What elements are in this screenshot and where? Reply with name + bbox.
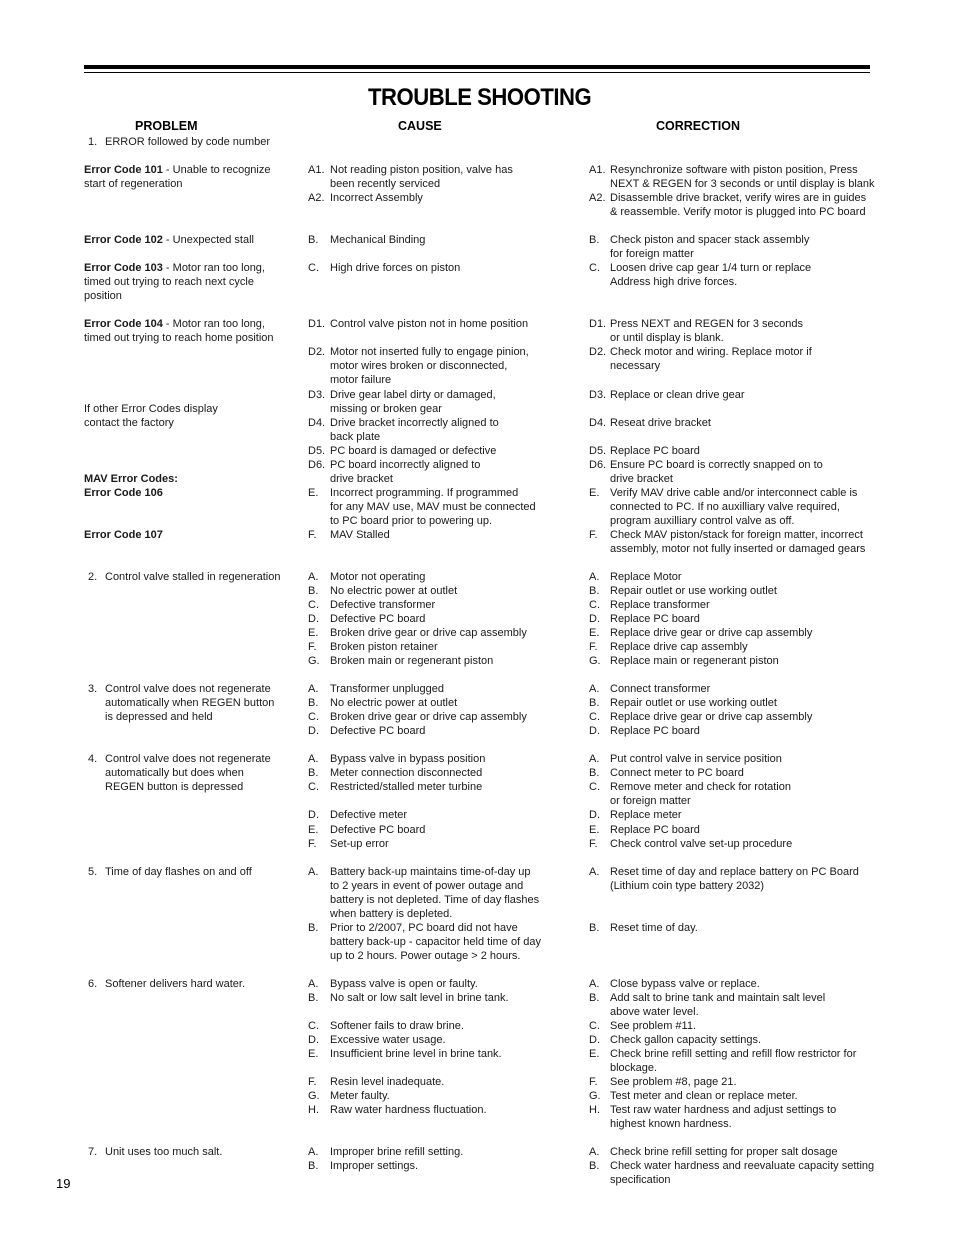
correction-item-label: F. bbox=[589, 529, 598, 541]
error-code-line bbox=[84, 528, 163, 542]
correction-item-label: D2. bbox=[589, 346, 607, 358]
correction-item-text: Check motor and wiring. Replace motor if bbox=[610, 346, 812, 358]
error-code-description: timed out trying to reach home position bbox=[84, 332, 274, 344]
cause-item-label: B. bbox=[308, 1160, 319, 1172]
correction-item-text: highest known hardness. bbox=[610, 1118, 732, 1130]
page-title: TROUBLE SHOOTING bbox=[368, 84, 592, 111]
correction-item-text: Address high drive forces. bbox=[610, 276, 738, 288]
problem-text bbox=[84, 177, 182, 191]
cause-item-text: when battery is depleted. bbox=[330, 908, 453, 920]
correction-item-label: A. bbox=[589, 571, 600, 583]
correction-item-label: A. bbox=[589, 978, 600, 990]
correction-item-text: Test meter and clean or replace meter. bbox=[610, 1090, 798, 1102]
correction-item-label: C. bbox=[589, 599, 600, 611]
error-code-line bbox=[84, 163, 271, 177]
correction-item-label: A. bbox=[589, 683, 600, 695]
correction-item-text: & reassemble. Verify motor is plugged into PC board bbox=[610, 206, 866, 218]
cause-item-label: D5. bbox=[308, 445, 326, 457]
cause-item-label: A. bbox=[308, 571, 319, 583]
error-code-description: If other Error Codes display bbox=[84, 403, 218, 415]
cause-item-label: G. bbox=[308, 1090, 320, 1102]
correction-item-text: above water level. bbox=[610, 1006, 699, 1018]
cause-item-label: D. bbox=[308, 725, 319, 737]
correction-item-text: Replace PC board bbox=[610, 824, 700, 836]
problem-text bbox=[84, 331, 274, 345]
correction-item-text: Check piston and spacer stack assembly bbox=[610, 234, 810, 246]
problem-number: 7. bbox=[88, 1146, 98, 1158]
correction-item-text: Check control valve set-up procedure bbox=[610, 838, 793, 850]
cause-item-text: Defective PC board bbox=[330, 824, 426, 836]
cause-item-text: No salt or low salt level in brine tank. bbox=[330, 992, 509, 1004]
problem-number: 1. bbox=[88, 136, 98, 148]
cause-item-label: E. bbox=[308, 487, 319, 499]
correction-item-text: Ensure PC board is correctly snapped on to bbox=[610, 459, 823, 471]
cause-item-label: A. bbox=[308, 1146, 319, 1158]
correction-item-label: D1. bbox=[589, 318, 607, 330]
correction-item-label: D. bbox=[589, 613, 600, 625]
cause-item-text: to 2 years in event of power outage and bbox=[330, 880, 524, 892]
correction-item-text: Replace drive gear or drive cap assembly bbox=[610, 711, 813, 723]
cause-item-text: battery is not depleted. Time of day flashes bbox=[330, 894, 540, 906]
cause-item-text: back plate bbox=[330, 431, 381, 443]
correction-item-label: B. bbox=[589, 922, 600, 934]
cause-item-label: C. bbox=[308, 262, 319, 274]
cause-item-label: B. bbox=[308, 767, 319, 779]
correction-item-label: E. bbox=[589, 1048, 600, 1060]
correction-item-text: necessary bbox=[610, 360, 661, 372]
cause-item-text: High drive forces on piston bbox=[330, 262, 461, 274]
problem-text: ERROR followed by code number bbox=[105, 136, 271, 148]
cause-item-label: D6. bbox=[308, 459, 326, 471]
correction-item-text: NEXT & REGEN for 3 seconds or until display is blank bbox=[610, 178, 875, 190]
correction-item-text: Put control valve in service position bbox=[610, 753, 782, 765]
cause-item-text: Prior to 2/2007, PC board did not have bbox=[330, 922, 518, 934]
correction-item-label: C. bbox=[589, 711, 600, 723]
problem-text: is depressed and held bbox=[105, 711, 213, 723]
correction-item-text: specification bbox=[610, 1174, 671, 1186]
cause-item-text: missing or broken gear bbox=[330, 403, 442, 415]
correction-item-text: Reseat drive bracket bbox=[610, 417, 711, 429]
cause-item-text: drive bracket bbox=[330, 473, 393, 485]
error-code-description: contact the factory bbox=[84, 417, 174, 429]
correction-item-text: Connect transformer bbox=[610, 683, 711, 695]
correction-item-label: D6. bbox=[589, 459, 607, 471]
cause-item-label: F. bbox=[308, 838, 317, 850]
correction-item-text: program auxilliary control valve as off. bbox=[610, 515, 795, 527]
cause-item-text: motor failure bbox=[330, 374, 392, 386]
cause-item-label: B. bbox=[308, 234, 319, 246]
problem-column-header: PROBLEM bbox=[135, 119, 198, 133]
problem-text: Time of day flashes on and off bbox=[105, 866, 252, 878]
problem-text: Softener delivers hard water. bbox=[105, 978, 246, 990]
correction-item-text: Test raw water hardness and adjust settings to bbox=[610, 1104, 837, 1116]
correction-item-text: Check water hardness and reevaluate capacity setting bbox=[610, 1160, 875, 1172]
correction-item-label: D3. bbox=[589, 389, 607, 401]
cause-item-label: B. bbox=[308, 697, 319, 709]
error-code-line bbox=[84, 317, 265, 331]
correction-item-text: Replace PC board bbox=[610, 613, 700, 625]
cause-item-label: D3. bbox=[308, 389, 326, 401]
problem-text: Unit uses too much salt. bbox=[105, 1146, 223, 1158]
cause-item-text: been recently serviced bbox=[330, 178, 441, 190]
cause-item-text: Incorrect programming. If programmed bbox=[330, 487, 519, 499]
correction-item-label: E. bbox=[589, 627, 600, 639]
cause-item-text: Control valve piston not in home position bbox=[330, 318, 529, 330]
cause-item-label: D1. bbox=[308, 318, 326, 330]
correction-item-text: connected to PC. If no auxilliary valve required, bbox=[610, 501, 840, 513]
correction-item-label: D5. bbox=[589, 445, 607, 457]
correction-item-text: Replace Motor bbox=[610, 571, 682, 583]
correction-item-text: or foreign matter bbox=[610, 795, 691, 807]
cause-item-label: F. bbox=[308, 529, 317, 541]
top-rule-thick bbox=[84, 65, 870, 69]
cause-item-label: D. bbox=[308, 1034, 319, 1046]
cause-item-label: A. bbox=[308, 978, 319, 990]
problem-number: 6. bbox=[88, 978, 98, 990]
problem-text bbox=[84, 416, 174, 430]
cause-item-text: Drive bracket incorrectly aligned to bbox=[330, 417, 499, 429]
cause-item-text: No electric power at outlet bbox=[330, 585, 458, 597]
correction-item-label: E. bbox=[589, 487, 600, 499]
cause-item-text: Bypass valve is open or faulty. bbox=[330, 978, 478, 990]
error-code-label: Error Code 102 bbox=[84, 234, 163, 246]
error-code-description: position bbox=[84, 290, 122, 302]
cause-item-label: B. bbox=[308, 922, 319, 934]
correction-item-text: for foreign matter bbox=[610, 248, 694, 260]
cause-item-text: Improper settings. bbox=[330, 1160, 419, 1172]
correction-item-text: See problem #8, page 21. bbox=[610, 1076, 737, 1088]
correction-item-label: F. bbox=[589, 838, 598, 850]
cause-item-text: MAV Stalled bbox=[330, 529, 390, 541]
cause-item-text: Defective meter bbox=[330, 809, 408, 821]
correction-item-label: A1. bbox=[589, 164, 606, 176]
correction-item-text: Replace drive gear or drive cap assembly bbox=[610, 627, 813, 639]
correction-item-label: C. bbox=[589, 781, 600, 793]
error-code-line bbox=[84, 261, 265, 275]
cause-item-text: Broken drive gear or drive cap assembly bbox=[330, 627, 527, 639]
cause-item-text: Defective PC board bbox=[330, 725, 426, 737]
cause-item-label: A. bbox=[308, 683, 319, 695]
correction-item-text: (Lithium coin type battery 2032) bbox=[610, 880, 765, 892]
correction-item-text: assembly, motor not fully inserted or damaged gears bbox=[610, 543, 866, 555]
cause-item-label: A. bbox=[308, 866, 319, 878]
cause-item-label: F. bbox=[308, 641, 317, 653]
cause-item-label: B. bbox=[308, 992, 319, 1004]
cause-item-text: Meter faulty. bbox=[330, 1090, 390, 1102]
problem-number: 5. bbox=[88, 866, 98, 878]
correction-item-text: Check gallon capacity settings. bbox=[610, 1034, 762, 1046]
cause-item-text: PC board is damaged or defective bbox=[330, 445, 497, 457]
problem-text: automatically but does when bbox=[105, 767, 244, 779]
correction-item-label: B. bbox=[589, 767, 600, 779]
correction-column-header: CORRECTION bbox=[656, 119, 741, 133]
error-code-description: start of regeneration bbox=[84, 178, 183, 190]
correction-item-text: blockage. bbox=[610, 1062, 658, 1074]
correction-item-label: F. bbox=[589, 1076, 598, 1088]
correction-item-text: See problem #11. bbox=[610, 1020, 697, 1032]
cause-item-label: A. bbox=[308, 753, 319, 765]
cause-item-label: F. bbox=[308, 1076, 317, 1088]
cause-item-label: D2. bbox=[308, 346, 326, 358]
correction-item-label: B. bbox=[589, 697, 600, 709]
cause-item-label: C. bbox=[308, 599, 319, 611]
cause-item-text: Incorrect Assembly bbox=[330, 192, 423, 204]
correction-item-label: H. bbox=[589, 1104, 600, 1116]
error-code-line bbox=[84, 472, 178, 486]
cause-item-text: up to 2 hours. Power outage > 2 hours. bbox=[330, 950, 521, 962]
cause-item-text: Motor not inserted fully to engage pinion, bbox=[330, 346, 529, 358]
correction-item-text: Replace drive cap assembly bbox=[610, 641, 748, 653]
cause-item-text: Motor not operating bbox=[330, 571, 426, 583]
cause-item-text: Bypass valve in bypass position bbox=[330, 753, 486, 765]
cause-item-text: Softener fails to draw brine. bbox=[330, 1020, 464, 1032]
cause-column-header: CAUSE bbox=[398, 119, 442, 133]
correction-item-text: Loosen drive cap gear 1/4 turn or replace bbox=[610, 262, 812, 274]
correction-item-label: D4. bbox=[589, 417, 607, 429]
correction-item-text: Close bypass valve or replace. bbox=[610, 978, 760, 990]
error-code-line bbox=[84, 233, 254, 247]
correction-item-label: D. bbox=[589, 1034, 600, 1046]
error-code-description: timed out trying to reach next cycle bbox=[84, 276, 254, 288]
cause-item-text: Broken drive gear or drive cap assembly bbox=[330, 711, 527, 723]
correction-item-text: Replace transformer bbox=[610, 599, 710, 611]
correction-item-text: Add salt to brine tank and maintain salt level bbox=[610, 992, 826, 1004]
error-code-description: - Motor ran too long, bbox=[162, 262, 265, 274]
cause-item-text: Battery back-up maintains time-of-day up bbox=[330, 866, 531, 878]
cause-item-text: No electric power at outlet bbox=[330, 697, 458, 709]
cause-item-label: E. bbox=[308, 1048, 319, 1060]
correction-item-text: Check brine refill setting and refill flow restrictor for bbox=[610, 1048, 857, 1060]
problem-text: Control valve stalled in regeneration bbox=[105, 571, 281, 583]
cause-item-label: D. bbox=[308, 809, 319, 821]
cause-item-text: Defective transformer bbox=[330, 599, 436, 611]
error-code-label: Error Code 106 bbox=[84, 487, 163, 499]
cause-item-label: B. bbox=[308, 585, 319, 597]
cause-item-text: Insufficient brine level in brine tank. bbox=[330, 1048, 502, 1060]
correction-item-label: B. bbox=[589, 585, 600, 597]
correction-item-text: Press NEXT and REGEN for 3 seconds bbox=[610, 318, 803, 330]
correction-item-label: E. bbox=[589, 824, 600, 836]
cause-item-label: E. bbox=[308, 824, 319, 836]
error-code-label: Error Code 107 bbox=[84, 529, 163, 541]
cause-item-label: D. bbox=[308, 613, 319, 625]
correction-item-label: F. bbox=[589, 641, 598, 653]
correction-item-text: or until display is blank. bbox=[610, 332, 724, 344]
cause-item-label: G. bbox=[308, 655, 320, 667]
cause-item-text: Improper brine refill setting. bbox=[330, 1146, 464, 1158]
cause-item-label: E. bbox=[308, 627, 319, 639]
correction-item-text: Reset time of day. bbox=[610, 922, 698, 934]
cause-item-text: Drive gear label dirty or damaged, bbox=[330, 389, 496, 401]
correction-item-label: B. bbox=[589, 234, 600, 246]
cause-item-text: Broken piston retainer bbox=[330, 641, 438, 653]
cause-item-label: C. bbox=[308, 1020, 319, 1032]
correction-item-text: Check brine refill setting for proper salt dosage bbox=[610, 1146, 838, 1158]
correction-item-label: A. bbox=[589, 753, 600, 765]
correction-item-label: B. bbox=[589, 992, 600, 1004]
error-code-description: - Unexpected stall bbox=[162, 234, 254, 246]
cause-item-text: Set-up error bbox=[330, 838, 389, 850]
problem-number: 3. bbox=[88, 683, 98, 695]
cause-item-label: A1. bbox=[308, 164, 325, 176]
cause-item-label: C. bbox=[308, 711, 319, 723]
cause-item-text: Transformer unplugged bbox=[330, 683, 444, 695]
correction-item-text: Disassemble drive bracket, verify wires are in guides bbox=[610, 192, 867, 204]
problem-text bbox=[84, 275, 254, 289]
cause-item-text: Excessive water usage. bbox=[330, 1034, 446, 1046]
error-code-label: Error Code 101 bbox=[84, 164, 163, 176]
cause-item-text: Resin level inadequate. bbox=[330, 1076, 445, 1088]
correction-item-label: C. bbox=[589, 262, 600, 274]
correction-item-text: Connect meter to PC board bbox=[610, 767, 744, 779]
cause-item-text: for any MAV use, MAV must be connected bbox=[330, 501, 536, 513]
correction-item-text: Replace meter bbox=[610, 809, 682, 821]
error-code-label: Error Code 103 bbox=[84, 262, 163, 274]
correction-item-text: Replace main or regenerant piston bbox=[610, 655, 779, 667]
cause-item-text: to PC board prior to powering up. bbox=[330, 515, 493, 527]
correction-item-text: drive bracket bbox=[610, 473, 673, 485]
correction-item-label: D. bbox=[589, 725, 600, 737]
correction-item-text: Verify MAV drive cable and/or interconnect cable is bbox=[610, 487, 858, 499]
cause-item-text: PC board incorrectly aligned to bbox=[330, 459, 481, 471]
cause-item-text: motor wires broken or disconnected, bbox=[330, 360, 508, 372]
error-code-label: MAV Error Codes: bbox=[84, 473, 178, 485]
cause-item-text: Broken main or regenerant piston bbox=[330, 655, 494, 667]
correction-item-text: Remove meter and check for rotation bbox=[610, 781, 791, 793]
problem-text bbox=[84, 289, 122, 303]
correction-item-label: C. bbox=[589, 1020, 600, 1032]
correction-item-text: Replace PC board bbox=[610, 445, 700, 457]
problem-number: 4. bbox=[88, 753, 98, 765]
correction-item-text: Replace or clean drive gear bbox=[610, 389, 745, 401]
page-number: 19 bbox=[56, 1176, 71, 1191]
correction-item-label: A. bbox=[589, 1146, 600, 1158]
error-code-label: Error Code 104 bbox=[84, 318, 163, 330]
correction-item-label: A. bbox=[589, 866, 600, 878]
cause-item-text: Restricted/stalled meter turbine bbox=[330, 781, 483, 793]
correction-item-text: Reset time of day and replace battery on PC Board bbox=[610, 866, 859, 878]
cause-item-text: battery back-up - capacitor held time of day bbox=[330, 936, 541, 948]
cause-item-text: Raw water hardness fluctuation. bbox=[330, 1104, 487, 1116]
cause-item-text: Meter connection disconnected bbox=[330, 767, 483, 779]
cause-item-label: A2. bbox=[308, 192, 325, 204]
correction-item-label: G. bbox=[589, 1090, 601, 1102]
cause-item-label: C. bbox=[308, 781, 319, 793]
correction-item-label: D. bbox=[589, 809, 600, 821]
correction-item-text: Repair outlet or use working outlet bbox=[610, 697, 777, 709]
cause-item-text: Defective PC board bbox=[330, 613, 426, 625]
correction-item-label: G. bbox=[589, 655, 601, 667]
cause-item-text: Not reading piston position, valve has bbox=[330, 164, 513, 176]
error-code-description: - Motor ran too long, bbox=[162, 318, 265, 330]
correction-item-text: Check MAV piston/stack for foreign matter, incorrect bbox=[610, 529, 863, 541]
top-rule-thin bbox=[84, 72, 870, 73]
correction-item-text: Resynchronize software with piston position, Press bbox=[610, 164, 858, 176]
problem-text: Control valve does not regenerate bbox=[105, 683, 271, 695]
correction-item-text: Repair outlet or use working outlet bbox=[610, 585, 777, 597]
correction-item-text: Replace PC board bbox=[610, 725, 700, 737]
cause-item-label: D4. bbox=[308, 417, 326, 429]
error-code-line bbox=[84, 486, 163, 500]
correction-item-label: A2. bbox=[589, 192, 606, 204]
cause-item-text: Mechanical Binding bbox=[330, 234, 426, 246]
problem-text bbox=[84, 402, 218, 416]
problem-text: Control valve does not regenerate bbox=[105, 753, 271, 765]
cause-item-label: H. bbox=[308, 1104, 319, 1116]
correction-item-label: B. bbox=[589, 1160, 600, 1172]
error-code-description: - Unable to recognize bbox=[162, 164, 271, 176]
problem-number: 2. bbox=[88, 571, 98, 583]
problem-text: REGEN button is depressed bbox=[105, 781, 244, 793]
problem-text: automatically when REGEN button bbox=[105, 697, 275, 709]
